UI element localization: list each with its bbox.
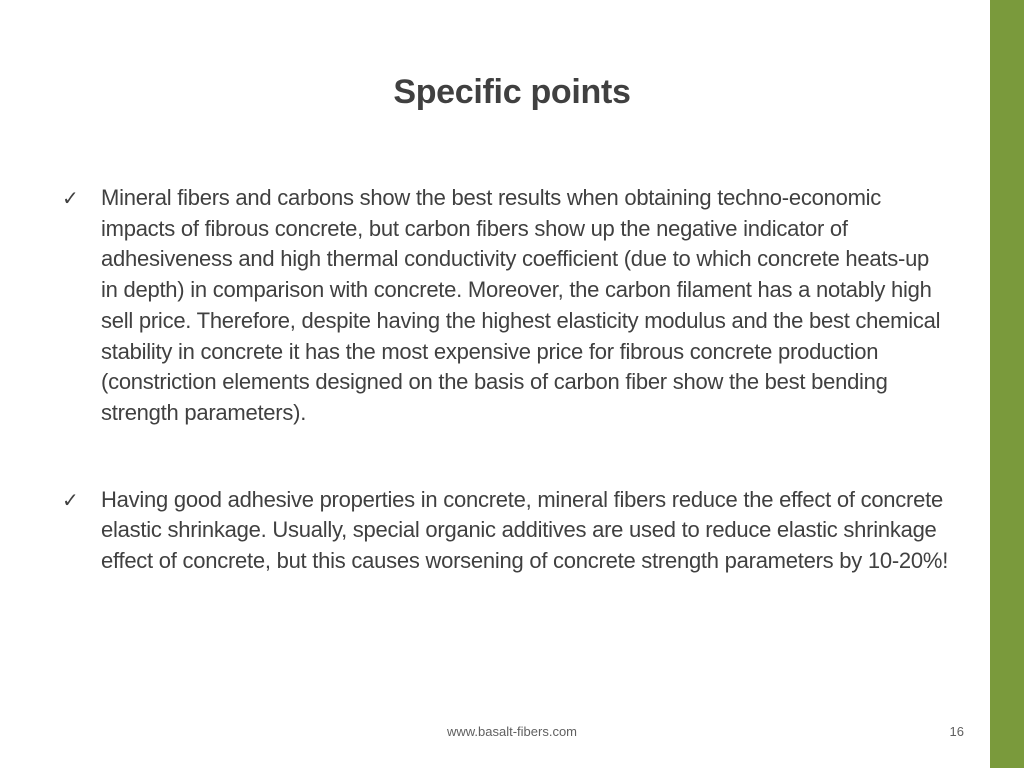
page-number: 16 xyxy=(949,724,964,739)
bullet-text: Mineral fibers and carbons show the best results when obtaining techno-economic impacts of fibrous concrete, but carbon fibers show up the negative indicator of adhesiveness and high thermal conductivity coefficient (due to which concrete heats-up in depth) in comparison with concrete. Moreover, the carbon filament has a notably high sell price. Therefore, despite having the highest elasticity modulus and the best chemical stability in concrete it has the most expensive price for fibrous concrete production (constriction elements designed on the basis of carbon fiber show the best bending strength parameters). xyxy=(101,185,941,425)
accent-bar xyxy=(990,0,1024,768)
bullet-item xyxy=(60,485,950,577)
bullet-text: Having good adhesive properties in concrete, mineral fibers reduce the effect of concrete elastic shrinkage. Usually, special organic additives are used to reduce elastic shrinkage effect of concrete, but this causes worsening of concrete strength parameters by 10-20%! xyxy=(101,486,949,574)
bullet-list xyxy=(60,183,950,577)
footer-url: www.basalt-fibers.com xyxy=(446,724,578,739)
check-icon: ✓ xyxy=(62,186,79,210)
slide-title: Specific points xyxy=(393,73,631,111)
check-icon: ✓ xyxy=(62,487,79,512)
bullet-item xyxy=(60,183,950,429)
